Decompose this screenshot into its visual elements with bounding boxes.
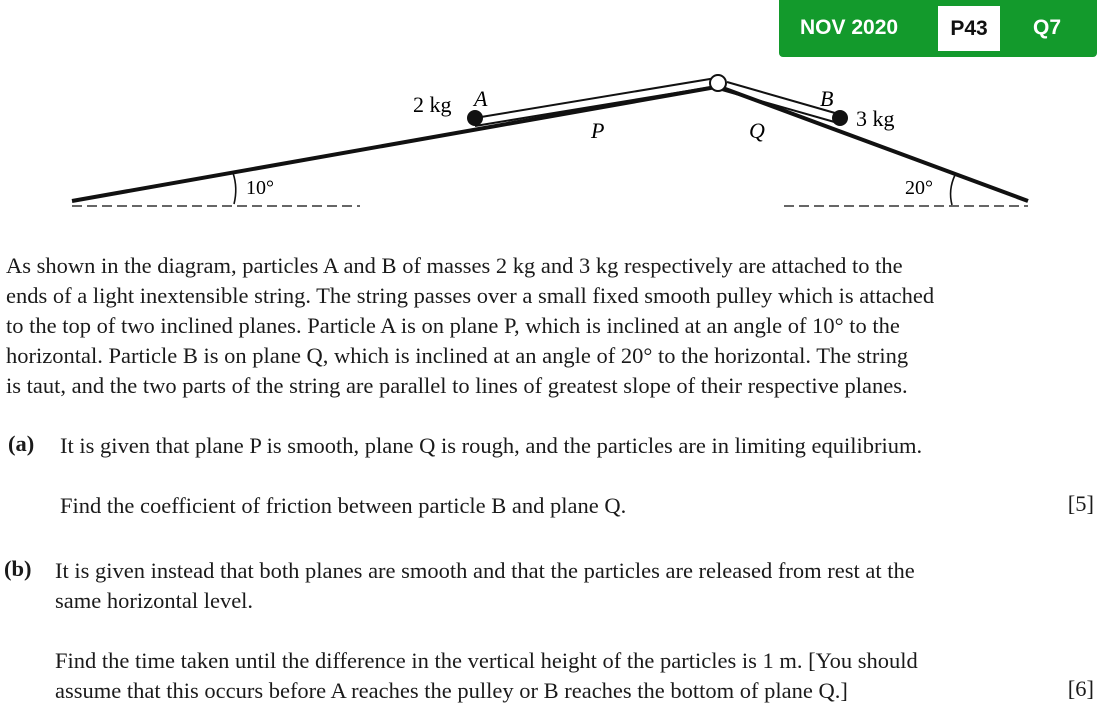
plane-q-label: Q (749, 118, 765, 143)
pulley (710, 75, 726, 91)
part-b-marks: [6] (1067, 676, 1094, 701)
plane-q (720, 87, 1028, 201)
question-badge (779, 0, 1097, 57)
question-intro (6, 251, 1098, 401)
part-b-task-line: assume that this occurs before A reaches the pulley or B reaches the bottom of plane Q.] (55, 678, 848, 703)
mass-label-a: 2 kg (413, 92, 452, 117)
angle-arc-p (233, 173, 236, 204)
particle-b-label: B (820, 86, 834, 111)
inclined-planes-diagram (0, 60, 1100, 220)
particle-b (832, 110, 848, 126)
plane-p-label: P (591, 118, 605, 143)
mass-label-b: 3 kg (856, 106, 895, 131)
paper-label: P43 (938, 6, 1000, 51)
intro-line: ends of a light inextensible string. The string passes over a small fixed smooth pulley which is attached (6, 283, 935, 308)
part-b-statement-line: same horizontal level. (55, 588, 254, 613)
part-b-statement-line: It is given instead that both planes are smooth and that the particles are released from rest at the (55, 558, 915, 583)
intro-line: to the top of two inclined planes. Particle A is on plane P, which is inclined at an angle of 10° to the (6, 313, 900, 338)
angle-label-p: 10° (246, 177, 274, 199)
particle-a (467, 110, 483, 126)
plane-p (72, 87, 716, 201)
intro-line: horizontal. Particle B is on plane Q, which is inclined at an angle of 20° to the horizontal. The string (6, 343, 909, 368)
part-b-label: (b) (4, 556, 32, 581)
intro-line: As shown in the diagram, particles A and B of masses 2 kg and 3 kg respectively are attached to the (6, 253, 903, 278)
part-a-marks: [5] (1067, 491, 1094, 516)
part-a-statement: It is given that plane P is smooth, plane Q is rough, and the particles are in limiting equilibrium. (60, 433, 923, 458)
angle-arc-q (951, 175, 955, 205)
string-a (475, 78, 716, 118)
angle-label-q: 20° (905, 177, 933, 199)
part-a-label: (a) (8, 431, 35, 456)
question-number: Q7 (1033, 16, 1062, 39)
part-b-task-line: Find the time taken until the difference in the vertical height of the particles is 1 m. [You should (55, 648, 918, 673)
particle-a-label: A (474, 86, 488, 111)
session-label: NOV 2020 (800, 16, 899, 39)
part-a-task: Find the coefficient of friction between particle B and plane Q. (60, 493, 627, 518)
intro-line: is taut, and the two parts of the string are parallel to lines of greatest slope of their respective planes. (6, 373, 908, 398)
